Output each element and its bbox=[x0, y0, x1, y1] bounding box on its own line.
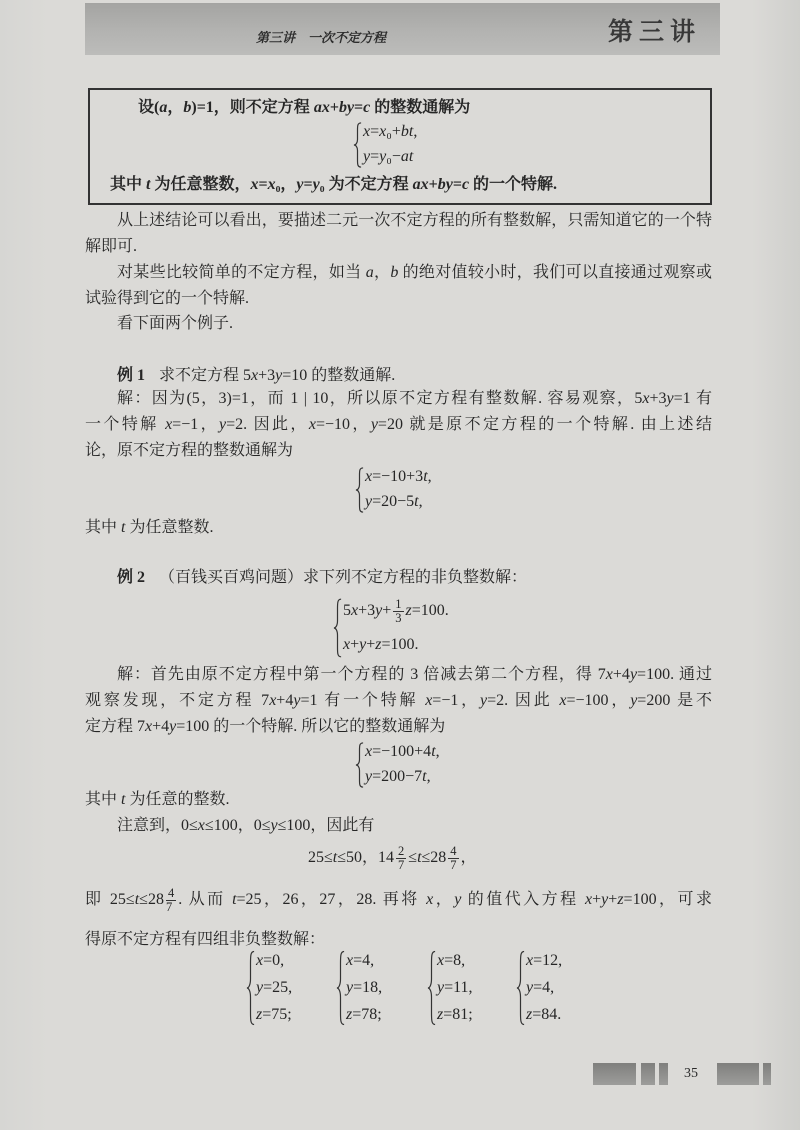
solution-value: z=78; bbox=[346, 1006, 382, 1023]
math-variable: y bbox=[346, 979, 354, 996]
math-variable: y bbox=[365, 493, 373, 510]
math-variable: z bbox=[437, 1006, 444, 1023]
math-variable: z bbox=[405, 602, 412, 619]
fraction bbox=[166, 887, 176, 914]
fraction bbox=[393, 598, 403, 625]
brace-path bbox=[247, 952, 254, 1025]
math-variable: y bbox=[219, 416, 227, 433]
math-variable: y bbox=[630, 692, 638, 709]
example-label: 例 2 bbox=[117, 569, 146, 586]
math-variable: x bbox=[559, 692, 567, 709]
math-variable: t bbox=[423, 468, 428, 485]
left-brace bbox=[427, 950, 436, 1026]
solution-line: 定方程 7x+4y=100 的一个特解. 所以它的整数通解为 bbox=[85, 718, 446, 735]
left-brace bbox=[246, 950, 255, 1026]
math-variable: x bbox=[379, 123, 387, 140]
math-variable: t bbox=[417, 849, 422, 866]
equation-line: x=−100+4t, bbox=[365, 743, 440, 760]
left-brace bbox=[355, 467, 364, 513]
math-variable: at bbox=[400, 148, 414, 165]
solution-constraint: 注意到，0≤x≤100，0≤y≤100，因此有 bbox=[117, 817, 375, 834]
left-brace bbox=[355, 742, 364, 788]
fraction bbox=[396, 845, 406, 872]
math-variable: y bbox=[629, 666, 638, 683]
brace-path bbox=[356, 468, 363, 512]
brace-path bbox=[356, 743, 363, 787]
math-variable: x bbox=[642, 390, 650, 407]
math-variable: a bbox=[159, 99, 168, 116]
solution-value: y=18, bbox=[346, 979, 383, 996]
example-label: 例 1 bbox=[117, 367, 146, 384]
bounds-part: ≤t≤28 bbox=[408, 849, 447, 866]
math-variable: y bbox=[293, 692, 301, 709]
math-variable: t bbox=[134, 891, 140, 908]
theorem-remark: 其中 t 为任意整数，x=x₀，y=y₀ 为不定方程 ax+by=c 的一个特解. bbox=[110, 176, 558, 193]
fraction-numerator: 4 bbox=[167, 885, 175, 900]
brace-path bbox=[337, 952, 344, 1025]
math-variable: t bbox=[121, 791, 126, 808]
math-variable: ax bbox=[313, 99, 330, 116]
math-variable: x bbox=[363, 123, 371, 140]
math-variable: x bbox=[351, 602, 359, 619]
solution-line: 论，原不定方程的整数通解为 bbox=[85, 442, 294, 459]
fraction-denominator: 3 bbox=[395, 610, 402, 625]
math-variable: a bbox=[365, 264, 374, 281]
equation-line: y=20−5t, bbox=[365, 493, 423, 510]
chapter-mark: 第三讲 bbox=[608, 19, 702, 46]
brace-path bbox=[334, 599, 341, 657]
math-variable: y bbox=[270, 817, 278, 834]
math-variable: x bbox=[251, 367, 259, 384]
math-variable: t bbox=[332, 849, 338, 866]
bounds-part: 25≤t≤50，14 bbox=[308, 849, 395, 866]
footer-bar bbox=[717, 1063, 759, 1085]
equation-line bbox=[343, 596, 449, 626]
theorem-statement: 设(a，b)=1，则不定方程 ax+by=c 的整数通解为 bbox=[138, 99, 471, 116]
solution-line: 观察发现，不定方程 7x+4y=1 有一个特解 x=−1，y=2. 因此 x=−100，y=200 是不 bbox=[85, 692, 712, 709]
footer-bar bbox=[593, 1063, 636, 1085]
footer-bar bbox=[763, 1063, 771, 1085]
math-variable: y bbox=[296, 176, 304, 193]
math-variable: x bbox=[269, 692, 277, 709]
math-variable: x bbox=[605, 666, 613, 683]
math-variable: y bbox=[479, 692, 488, 709]
left-brace bbox=[333, 598, 342, 658]
math-variable: t bbox=[422, 768, 427, 785]
math-variable: bt bbox=[400, 123, 414, 140]
math-variable: y bbox=[359, 636, 367, 653]
math-variable: by bbox=[437, 176, 453, 193]
range-part: 即 25≤t≤28 bbox=[85, 891, 164, 908]
left-brace bbox=[516, 950, 525, 1026]
math-variable: y bbox=[601, 891, 609, 908]
running-title: 第三讲 一次不定方程 bbox=[256, 30, 387, 45]
math-variable: x bbox=[250, 176, 259, 193]
paragraph-line: 解即可. bbox=[85, 238, 138, 255]
solution-line: 一个特解 x=−1，y=2. 因此，x=−10，y=20 就是原不定方程的一个特解. 由上述结 bbox=[85, 416, 712, 433]
equation-line: y=200−7t, bbox=[365, 768, 431, 785]
math-variable: y bbox=[256, 979, 264, 996]
solution-value: z=75; bbox=[256, 1006, 292, 1023]
math-variable: z bbox=[375, 636, 382, 653]
math-variable: c bbox=[363, 99, 371, 116]
fraction-numerator: 4 bbox=[450, 843, 457, 858]
math-variable: x bbox=[426, 891, 434, 908]
solution-value: x=8, bbox=[437, 952, 466, 969]
math-variable: y bbox=[370, 416, 378, 433]
math-variable: z bbox=[256, 1006, 263, 1023]
math-variable: x bbox=[437, 952, 445, 969]
example-problem: （百钱买百鸡问题）求下列不定方程的非负整数解： bbox=[159, 569, 528, 586]
math-variable: y bbox=[363, 148, 371, 165]
example-2-title bbox=[117, 565, 527, 591]
fraction bbox=[448, 845, 458, 872]
brace-path bbox=[428, 952, 435, 1025]
solution-conclusion: 其中 t 为任意整数. bbox=[85, 519, 214, 536]
math-variable: t bbox=[414, 493, 419, 510]
footer-bar bbox=[641, 1063, 655, 1085]
page-number: 35 bbox=[684, 1066, 698, 1081]
solution-value: y=25, bbox=[256, 979, 293, 996]
left-brace bbox=[353, 122, 362, 168]
math-variable: x bbox=[267, 176, 276, 193]
brace-path bbox=[517, 952, 524, 1025]
equation-part: z=100. bbox=[405, 602, 449, 619]
fraction-numerator: 1 bbox=[395, 596, 402, 611]
equation-line: y=y₀−at bbox=[363, 148, 414, 165]
math-variable: x bbox=[425, 692, 433, 709]
fraction-denominator: 7 bbox=[450, 857, 457, 872]
equation-line: x=−10+3t, bbox=[365, 468, 432, 485]
equation-part: 5x+3y+ bbox=[343, 602, 392, 619]
math-variable: y bbox=[454, 891, 462, 908]
math-variable: z bbox=[617, 891, 624, 908]
math-variable: z bbox=[346, 1006, 353, 1023]
math-variable: x bbox=[346, 952, 354, 969]
paragraph-line: 从上述结论可以看出，要描述二元一次不定方程的所有整数解，只需知道它的一个特 bbox=[117, 212, 712, 229]
math-variable: x bbox=[585, 891, 593, 908]
bounds-line bbox=[308, 843, 477, 873]
solution-line: 解：首先由原不定方程中第一个方程的 3 倍减去第二个方程，得 7x+4y=100. 通过 bbox=[117, 666, 712, 683]
math-variable: c bbox=[461, 176, 470, 193]
equation-line: x=x₀+bt, bbox=[363, 123, 418, 140]
math-variable: t bbox=[121, 519, 126, 536]
math-variable: y bbox=[275, 367, 283, 384]
math-variable: y bbox=[169, 718, 177, 735]
math-variable: x bbox=[256, 952, 264, 969]
left-brace bbox=[336, 950, 345, 1026]
solution-value: y=4, bbox=[526, 979, 555, 996]
math-variable: y bbox=[365, 768, 373, 785]
result-intro: 得原不定方程有四组非负整数解： bbox=[85, 931, 326, 948]
math-variable: t bbox=[146, 176, 151, 193]
solution-line: 解：因为(5，3)=1，而 1 | 10，所以原不定方程有整数解. 容易观察，5x+3y=1 有 bbox=[117, 390, 712, 407]
math-variable: y bbox=[666, 390, 674, 407]
math-variable: x bbox=[343, 636, 351, 653]
math-variable: y bbox=[526, 979, 534, 996]
paragraph-line: 对某些比较简单的不定方程，如当 a，b 的绝对值较小时，我们可以直接通过观察或 bbox=[117, 264, 712, 281]
math-variable: x bbox=[365, 468, 373, 485]
equation-line: x+y+z=100. bbox=[343, 636, 419, 653]
solution-value: x=0, bbox=[256, 952, 285, 969]
fraction-denominator: 7 bbox=[398, 857, 405, 872]
math-variable: t bbox=[232, 891, 237, 908]
math-variable: x bbox=[197, 817, 205, 834]
math-variable: y bbox=[312, 176, 320, 193]
math-variable: y bbox=[375, 602, 383, 619]
math-variable: x bbox=[145, 718, 153, 735]
bounds-part: ， bbox=[460, 849, 477, 866]
math-variable: by bbox=[338, 99, 355, 116]
paragraph-line: 试验得到它的一个特解. bbox=[85, 290, 250, 307]
range-part: . 从而 t=25，26，27，28. 再将 x，y 的值代入方程 x+y+z=100，可求 bbox=[178, 891, 712, 908]
brace-path bbox=[354, 123, 361, 167]
solution-value: x=12, bbox=[526, 952, 563, 969]
fraction-denominator: 7 bbox=[165, 899, 173, 914]
math-variable: b bbox=[390, 264, 399, 281]
math-variable: x bbox=[365, 743, 373, 760]
fraction-numerator: 2 bbox=[398, 843, 405, 858]
solution-value: z=84. bbox=[526, 1006, 562, 1023]
example-problem: 求不定方程 5x+3y=10 的整数通解. bbox=[159, 367, 396, 384]
range-line bbox=[85, 885, 712, 915]
solution-value: x=4, bbox=[346, 952, 375, 969]
math-variable: t bbox=[431, 743, 436, 760]
math-variable: x bbox=[526, 952, 534, 969]
solution-value: y=11, bbox=[437, 979, 473, 996]
math-variable: y bbox=[379, 148, 387, 165]
solution-note: 其中 t 为任意的整数. bbox=[85, 791, 230, 808]
math-variable: ax bbox=[412, 176, 429, 193]
math-variable: x bbox=[165, 416, 173, 433]
math-variable: b bbox=[183, 99, 192, 116]
paragraph-line: 看下面两个例子. bbox=[117, 315, 234, 332]
math-variable: z bbox=[526, 1006, 533, 1023]
solution-value: z=81; bbox=[437, 1006, 473, 1023]
math-variable: y bbox=[437, 979, 445, 996]
math-variable: x bbox=[308, 416, 316, 433]
footer-bar bbox=[659, 1063, 668, 1085]
